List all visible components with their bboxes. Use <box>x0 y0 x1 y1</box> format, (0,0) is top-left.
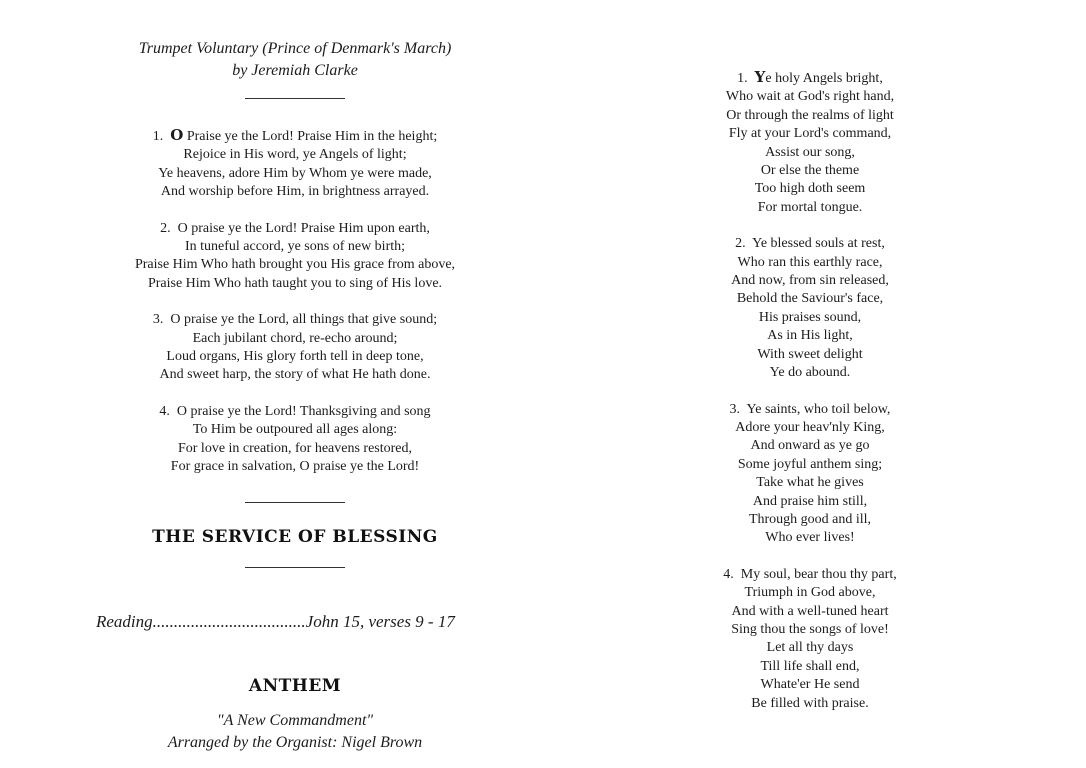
verse-line: And with a well-tuned heart <box>731 603 889 619</box>
verse-line: And now, from sin released, <box>731 273 889 289</box>
anthem-heading: ANTHEM <box>248 675 342 696</box>
verse-line: 3. O praise ye the Lord, all things that give sound; <box>152 312 438 328</box>
verse-line: Or through the realms of light <box>726 107 894 123</box>
verse-line: For grace in salvation, O praise ye the Lord! <box>170 459 420 475</box>
verse-number: 1. <box>737 71 748 86</box>
verse-number: 4. <box>159 403 170 419</box>
verse-line: Who ran this earthly race, <box>737 254 883 270</box>
verse-line: Too high doth seem <box>754 181 866 197</box>
verse-line: 1. O Praise ye the Lord! Praise Him in the height; <box>152 126 438 144</box>
verse-line: With sweet delight <box>757 346 863 362</box>
verse-line: Who ever lives! <box>765 530 855 546</box>
right-column <box>680 0 940 713</box>
verse-line: 2. Ye blessed souls at rest, <box>735 236 885 252</box>
verse-line: For mortal tongue. <box>757 199 863 215</box>
verse-line: Ye heavens, adore Him by Whom ye were made, <box>158 165 432 181</box>
verse-line: Till life shall end, <box>760 658 860 674</box>
verse-line: Rejoice in His word, ye Angels of light; <box>183 147 407 163</box>
verse-line: As in His light, <box>767 328 853 344</box>
left-verse-4 <box>60 403 530 477</box>
anthem-arranger: Arranged by the Organist: Nigel Brown <box>167 733 423 751</box>
verse-line: And worship before Him, in brightness arrayed. <box>160 184 430 200</box>
dropcap-letter: O <box>170 126 184 144</box>
verse-line: Who wait at God's right hand, <box>725 89 895 105</box>
verse-line: 3. Ye saints, who toil below, <box>729 401 891 417</box>
verse-line: Assist our song, <box>765 144 855 160</box>
verse-line: Each jubilant chord, re-echo around; <box>192 330 398 346</box>
service-heading: THE SERVICE OF BLESSING <box>152 526 438 547</box>
verse-line: And onward as ye go <box>750 438 870 454</box>
divider-1 <box>245 98 345 99</box>
verse-number: 3. <box>152 312 164 328</box>
divider-3 <box>245 567 345 568</box>
reading-reference: John 15, verses 9 - 17 <box>305 611 455 631</box>
left-verse-2 <box>60 220 530 294</box>
verse-line: Triumph in God above, <box>744 585 876 601</box>
verse-line: Loud organs, His glory forth tell in deep tone, <box>166 349 424 365</box>
verse-number: 2. <box>735 236 746 252</box>
verse-number: 3. <box>729 401 741 417</box>
verse-line: Some joyful anthem sing; <box>737 456 883 472</box>
left-column <box>60 0 530 754</box>
piece-composer: by Jeremiah Clarke <box>232 62 358 79</box>
left-verse-1 <box>60 126 530 202</box>
verse-line: His praises sound, <box>758 309 862 325</box>
verse-line: Fly at your Lord's command, <box>728 126 892 142</box>
verse-line: Behold the Saviour's face, <box>736 291 884 307</box>
verse-number: 2. <box>160 220 171 236</box>
dropcap-letter: Y <box>754 68 766 86</box>
verse-line: Or else the theme <box>760 163 860 179</box>
verse-line: Adore your heav'nly King, <box>735 419 885 435</box>
verse-line: Take what he gives <box>756 475 864 491</box>
verse-line: In tuneful accord, ye sons of new birth; <box>184 239 406 255</box>
right-verse-4 <box>680 566 940 713</box>
verse-line: Whate'er He send <box>760 677 860 693</box>
reading-line <box>60 612 530 632</box>
left-verse-3 <box>60 311 530 385</box>
verse-line: And sweet harp, the story of what He hath done. <box>159 367 431 383</box>
right-verse-3 <box>680 401 940 548</box>
verse-line: 1. Ye holy Angels bright, <box>737 68 883 86</box>
verse-number: 4. <box>723 566 734 582</box>
verse-line: 2. O praise ye the Lord! Praise Him upon earth, <box>160 220 430 236</box>
verse-line: Let all thy days <box>766 640 854 656</box>
verse-line: Praise Him Who hath taught you to sing of His love. <box>147 275 443 291</box>
verse-line: To Him be outpoured all ages along: <box>192 422 398 438</box>
verse-line: 4. My soul, bear thou thy part, <box>723 566 897 582</box>
piece-title: Trumpet Voluntary (Prince of Denmark's March) <box>138 40 452 57</box>
right-verse-2 <box>680 235 940 382</box>
verse-line: For love in creation, for heavens restored, <box>177 440 413 456</box>
verse-line: Ye do abound. <box>769 365 851 381</box>
verse-line: Be filled with praise. <box>751 695 869 711</box>
verse-line: 4. O praise ye the Lord! Thanksgiving and song <box>159 403 431 419</box>
reading-dots: .................................... <box>152 611 306 631</box>
verse-line: Through good and ill, <box>748 511 872 527</box>
verse-line: And praise him still, <box>752 493 868 509</box>
divider-2 <box>245 502 345 503</box>
verse-number: 1. <box>152 129 164 144</box>
verse-line: Sing thou the songs of love! <box>731 621 889 637</box>
reading-label: Reading <box>96 611 153 631</box>
right-verse-1 <box>680 68 940 217</box>
anthem-title: "A New Commandment" <box>216 711 374 729</box>
verse-line: Praise Him Who hath brought you His grace from above, <box>134 257 456 273</box>
